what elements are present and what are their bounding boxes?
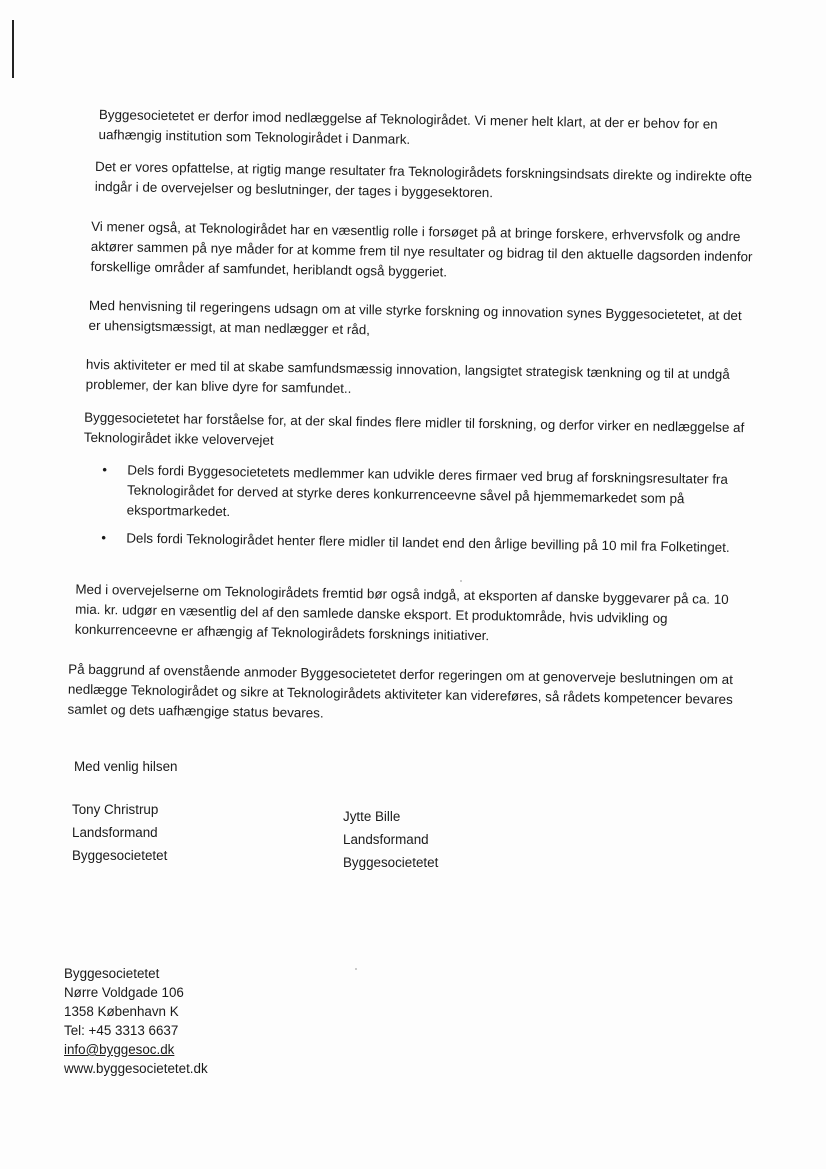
bullet-icon: • <box>101 530 107 546</box>
paragraph-6: Byggesocietetet har forståelse for, at der skal findes flere midler til forskning, og derfor virker en nedlæggelse af Teknologirådet ikke velovervejet <box>83 409 745 448</box>
letter-body <box>2 0 826 721</box>
paragraph-1: Byggesocietetet er derfor imod nedlæggelse af Teknologirådet. Vi mener helt klart, at der er behov for en uafhængig institution som Teknologirådet i Danmark. <box>98 106 718 147</box>
list-item-text: Dels fordi Teknologirådet henter flere midler til landet end den årlige bevilling på 10 mil fra Folketinget. <box>126 530 730 555</box>
footer-street: Nørre Voldgade 106 <box>64 985 184 1000</box>
footer-city: 1358 København K <box>64 1004 179 1019</box>
margin-mark <box>12 20 14 78</box>
footer-web[interactable]: www.byggesocietetet.dk <box>64 1061 208 1076</box>
closing-greeting: Med venlig hilsen <box>74 759 178 774</box>
footer-email-link[interactable]: info@byggesoc.dk <box>64 1042 175 1057</box>
paragraph-2: Det er vores opfattelse, at rigtig mange resultater fra Teknologirådets forskningsindsats direkte og indirekte ofte indgår i de overvejelser og beslutninger, der tages i byggesektoren. <box>94 158 753 201</box>
bullet-icon: • <box>102 462 108 478</box>
paragraph-3: Vi mener også, at Teknologirådet har en væsentlig rolle i forsøget på at bringe forskere, erhvervsfolk og andre aktører sammen på nye måder for at komme frem til nye resultater og bidrag til den aktuelle dagsorden indenfor forskellige områder af samfundet, heriblandt også byggeriet. <box>90 218 753 280</box>
list-item <box>102 460 743 530</box>
list-item-text: Dels fordi Byggesocietetets medlemmer kan udvikle deres firmaer ved brug af forskningsresultater fra Teknologirådet for derved at styrke deres konkurrenceevne såvel på hjemmemarkedet som på eksportmarkedet. <box>126 462 729 520</box>
paragraph-7: Med i overvejelserne om Teknologirådets fremtid bør også indgå, at eksporten af danske byggevarer på ca. 10 mia. kr. udgør en væsentlig del af den samlede danske eksport. Et produktområde, hvis udvikling og konkurrenceevne er afhængig af Teknologirådets forsknings initiativer. <box>74 581 729 644</box>
scan-speck <box>355 968 357 970</box>
signatory-name: Tony Christrup <box>72 802 159 817</box>
signatory-title: Landsformand <box>72 825 158 840</box>
footer-phone: Tel: +45 3313 6637 <box>64 1023 179 1038</box>
signature-block-1 <box>72 798 167 867</box>
signatory-org: Byggesocietetet <box>72 848 168 863</box>
paragraph-4: Med henvisning til regeringens udsagn om at ville styrke forskning og innovation synes Byggesocietetet, at det er uhensigtsmæssigt, at man nedlægger et råd, <box>88 297 742 338</box>
signatory-title: Landsformand <box>343 832 429 847</box>
paragraph-5: hvis aktiviteter er med til at skabe samfundsmæssig innovation, langsigtet strategisk tænkning og til at undgå problemer, der kan blive dyre for samfundet.. <box>85 356 730 396</box>
reasons-list <box>101 460 742 566</box>
signatory-org: Byggesocietetet <box>343 855 439 870</box>
paragraph-8: På baggrund af ovenstående anmoder Byggesocietetet derfor regeringen om at genoverveje beslutningen om at nedlægge Teknologirådet og sikre at Teknologirådets aktiviteter kan videreføres, så rådets kompetencer bevares samlet og dets uafhængige status bevares. <box>67 661 734 721</box>
scan-speck <box>460 580 462 582</box>
contact-footer <box>64 964 208 1078</box>
footer-org: Byggesocietetet <box>64 966 160 981</box>
signatory-name: Jytte Bille <box>343 809 401 824</box>
list-item <box>101 528 741 558</box>
signature-block-2 <box>343 805 438 874</box>
